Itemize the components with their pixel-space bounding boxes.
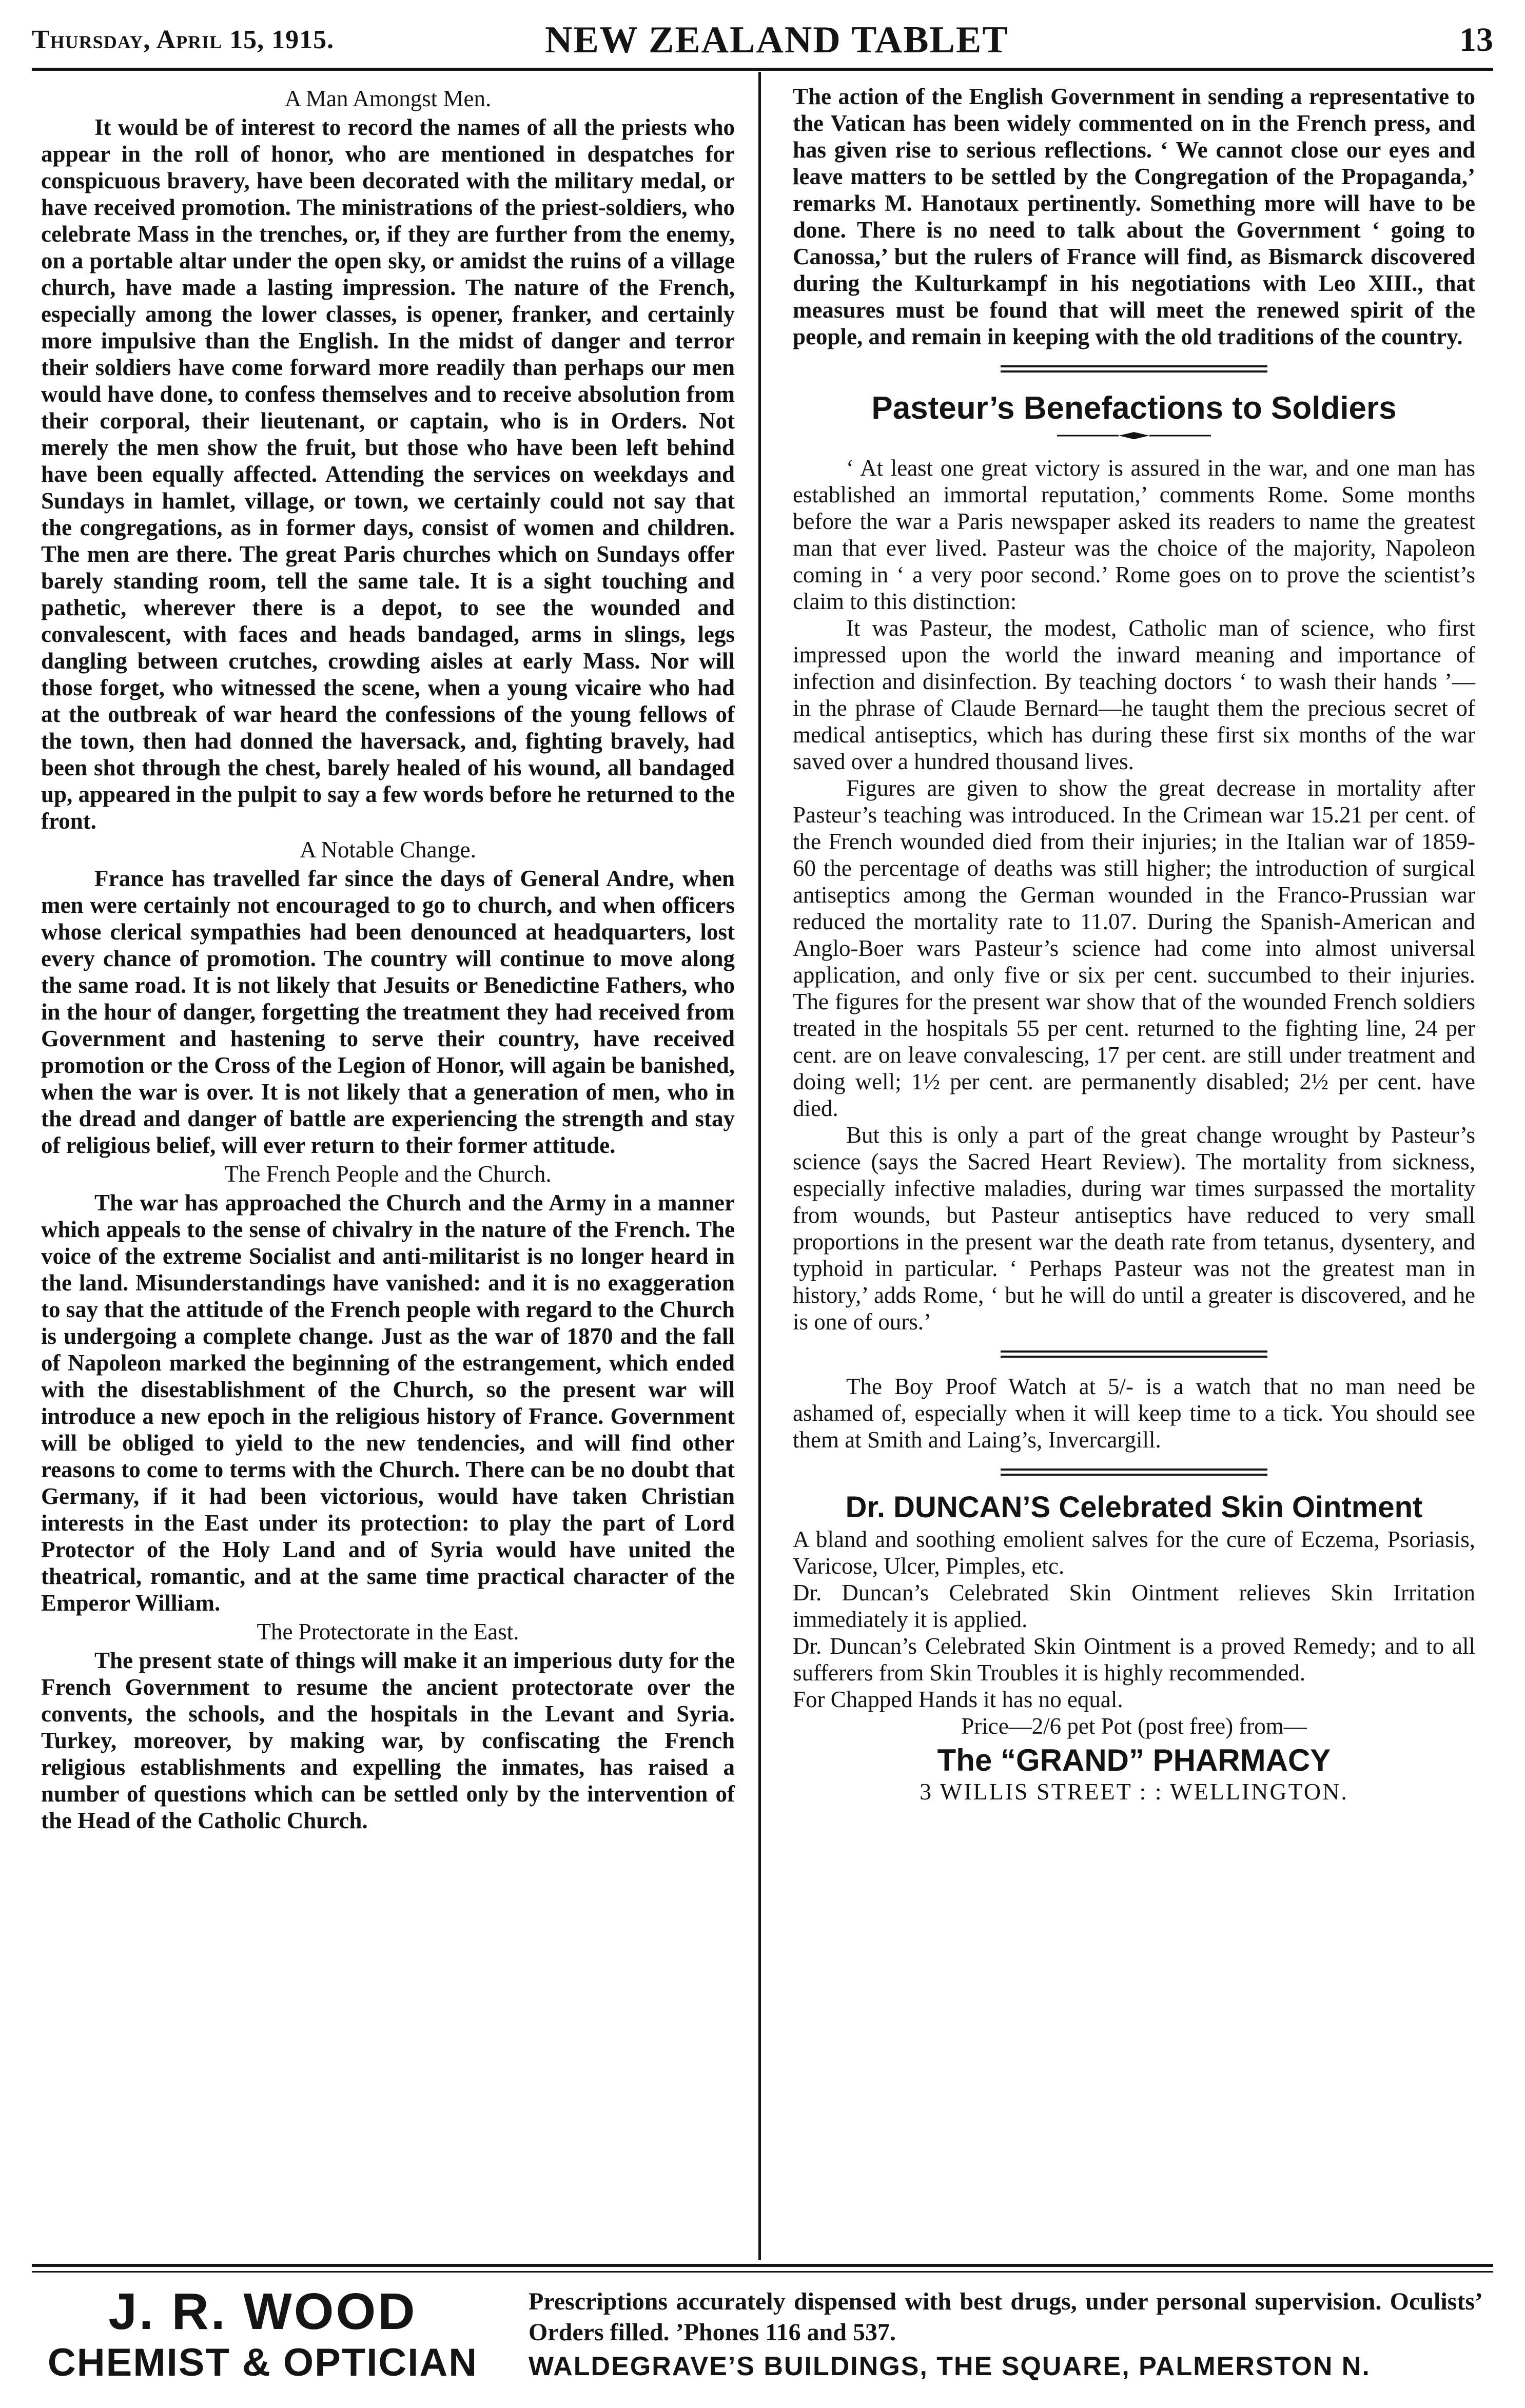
chemist-trade: CHEMIST & OPTICIAN: [47, 2341, 478, 2384]
section-divider: [1001, 1469, 1267, 1476]
ad-line: For Chapped Hands it has no equal.: [793, 1687, 1123, 1712]
section-heading: The Protectorate in the East.: [257, 1619, 519, 1645]
section-divider: [1001, 1350, 1267, 1358]
left-column: [41, 83, 735, 1834]
chemist-name: J. R. WOOD: [108, 2283, 417, 2340]
article-paragraph: It was Pasteur, the modest, Catholic man of science, who first impressed upon the world the inward meaning and importance of infection and disinfection. By teaching doctors ‘ to wash their hands ’—in the phrase of Claude Bernard—he taught them the precious secret of medical antiseptics, which has during these first six months of the war saved over a hundred thousand lives.: [793, 615, 1475, 774]
ad-line: Dr. Duncan’s Celebrated Skin Ointment is a proved Remedy; and to all sufferers from Skin Troubles it is highly recommended.: [793, 1633, 1475, 1686]
column-divider: [758, 72, 761, 2260]
footer-ad-text: [529, 2286, 1483, 2382]
section-heading: A Notable Change.: [300, 837, 476, 863]
footer-rule: [32, 2264, 1493, 2267]
watch-notice: The Boy Proof Watch at 5/- is a watch that no man need be ashamed of, especially when it will keep time to a tick. You should see them at Smith and Laing’s, Invercargill.: [793, 1374, 1475, 1453]
article-paragraph: ‘ At least one great victory is assured in the war, and one man has established an immortal reputation,’ comments Rome. Some months before the war a Paris newspaper asked its readers to name the greatest man that ever lived. Pasteur was the choice of the majority, Napoleon coming in ‘ a very poor second.’ Rome goes on to prove the scientist’s claim to this distinction:: [793, 455, 1475, 614]
footer-ad-line: Prescriptions accurately dispensed with best drugs, under personal supervision. Oculists’ Orders filled. ’Phones 116 and 537.: [529, 2288, 1483, 2346]
article-paragraph: France has travelled far since the days of General Andre, when men were certainly not encouraged to go to church, and when officers whose clerical sympathies had been denounced at headquarters, lost every chance of promotion. The country will continue to move along the same road. It is not likely that Jesuits or Benedictine Fathers, who in the hour of danger, forgetting the treatment they had received from Government and hastening to serve their country, have received promotion or the Cross of the Legion of Honor, will again be banished, when the war is over. It is not likely that a generation of men, who in the dread and danger of battle are experiencing the strength and stay of religious belief, will ever return to their former attitude.: [41, 866, 735, 1158]
section-heading: The French People and the Church.: [224, 1161, 552, 1187]
masthead-title: NEW ZEALAND TABLET: [545, 19, 1009, 61]
continued-paragraph: The action of the English Government in sending a representative to the Vatican has been widely commented on in the French press, and has given rise to serious reflections. ‘ We cannot close our eyes and leave matters to be settled by the Congregation of the Propaganda,’ remarks M. Hanotaux pertinently. Something more will have to be done. There is no need to talk about the Government ‘ going to Canossa,’ but the rulers of France will find, as Bismarck discovered during the Kulturkampf in his negotiations with Leo XIII., that measures must be found that will meet the renewed spirit of the people, and remain in keeping with the old traditions of the country.: [793, 84, 1475, 349]
right-column: [793, 83, 1475, 1805]
ad-line: Dr. Duncan’s Celebrated Skin Ointment relieves Skin Irritation immediately it is applied.: [793, 1580, 1475, 1632]
ointment-ad-title: Dr. DUNCAN’S Celebrated Skin Ointment: [845, 1491, 1423, 1524]
ad-price: Price—2/6 pet Pot (post free) from—: [961, 1713, 1307, 1739]
section-divider: [1001, 365, 1267, 373]
ornament-divider-icon: [1057, 431, 1211, 440]
section-heading: A Man Amongst Men.: [284, 86, 492, 111]
footer-rule: [32, 2271, 1493, 2273]
pharmacy-address: 3 WILLIS STREET : : WELLINGTON.: [920, 1778, 1348, 1805]
pharmacy-name: The “GRAND” PHARMACY: [937, 1743, 1331, 1777]
ad-line: A bland and soothing emolient salves for the cure of Eczema, Psoriasis, Varicose, Ulcer, Pimples, etc.: [793, 1526, 1475, 1579]
ointment-ad-body: [793, 1526, 1475, 1739]
page-number: 13: [1459, 21, 1493, 58]
footer-ad-brand: [32, 2283, 494, 2386]
article-paragraph: Figures are given to show the great decrease in mortality after Pasteur’s teaching was introduced. In the Crimean war 15.21 per cent. of the French wounded died from their injuries; in the Italian war of 1859-60 the percentage of deaths was still higher; the introduction of surgical antiseptics among the German wounded in the Franco-Prussian war reduced the mortality rate to 11.07. During the Spanish-American and Anglo-Boer wars Pasteur’s science had come into almost universal application, and only five or six per cent. succumbed to their injuries. The figures for the present war show that of the wounded French soldiers treated in the hospitals 55 per cent. returned to the fighting line, 24 per cent. are on leave convalescing, 17 per cent. are still under treatment and doing well; 1½ per cent. are permanently disabled; 2½ per cent. have died.: [793, 775, 1475, 1121]
article-title: Pasteur’s Benefactions to Soldiers: [871, 390, 1397, 426]
issue-date: Thursday, April 15, 1915.: [32, 25, 335, 54]
article-paragraph: The present state of things will make it an imperious duty for the French Government to resume the ancient protectorate over the convents, the schools, and the hospitals in the Levant and Syria. Turkey, moreover, by making war, by confiscating the French religious establishments and expelling the inmates, has raised a number of questions which can be settled only by the intervention of the Head of the Catholic Church.: [41, 1648, 735, 1833]
article-paragraph: But this is only a part of the great change wrought by Pasteur’s science (says the Sacred Heart Review). The mortality from sickness, especially infective maladies, during war times surpassed the mortality from wounds, but Pasteur antiseptics have reduced to very small proportions in the present war the death rate from tetanus, dysentery, and typhoid in particular. ‘ Perhaps Pasteur was not the greatest man in history,’ adds Rome, ‘ but he will do until a greater is discovered, and he is one of ours.’: [793, 1122, 1475, 1335]
header-rule: [32, 68, 1493, 71]
article-paragraph: The war has approached the Church and the Army in a manner which appeals to the sense of chivalry in the nature of the French. The voice of the extreme Socialist and anti-militarist is no longer heard in the land. Misunderstandings have vanished: and it is no exaggeration to say that the attitude of the French people with regard to the Church is undergoing a complete change. Just as the war of 1870 and the fall of Napoleon marked the beginning of the estrangement, which ended with the disestablishment of the Church, so the present war will introduce a new epoch in the religious history of France. Government will be obliged to yield to the new tendencies, and will find other reasons to come to terms with the Church. There can be no doubt that Germany, if it had been victorious, would have taken Christian interests in the East under its protection: to play the part of Lord Protector of the Holy Land and of Syria would have united the theatrical, romantic, and at the same time practical character of the Emperor William.: [41, 1190, 735, 1616]
footer-ad-address: WALDEGRAVE’S BUILDINGS, THE SQUARE, PALMERSTON N.: [529, 2352, 1371, 2381]
article-paragraph: It would be of interest to record the names of all the priests who appear in the roll of honor, who are mentioned in despatches for conspicuous bravery, have been decorated with the military medal, or have received promotion. The ministrations of the priest-soldiers, who celebrate Mass in the trenches, or, if they are further from the enemy, on a portable altar under the open sky, or amidst the ruins of a village church, have made a lasting impression. The nature of the French, especially among the lower classes, is opener, franker, and certainly more impulsive than the English. In the midst of danger and terror their soldiers have come forward more readily than perhaps our men would have done, to confess themselves and to receive absolution from their corporal, their lieutenant, or captain, who is in Orders. Not merely the men show the fruit, but those who have been left behind have been equally affected. Attending the services on weekdays and Sundays in hamlet, village, or town, we certainly could not say that the congregations, as in former days, consist of women and children. The men are there. The great Paris churches which on Sundays offer barely standing room, tell the same tale. It is a sight touching and pathetic, wherever there is a depot, to see the wounded and convalescent, with faces and heads bandaged, arms in slings, legs dangling between crutches, crowding aisles at early Mass. Nor will those forget, who witnessed the scene, when a young vicaire who had at the outbreak of war heard the confessions of the young fellows of the town, then had donned the haversack, and, fighting bravely, had been shot through the chest, barely healed of his wound, all bandaged up, appeared in the pulpit to say a few words before he returned to the front.: [41, 114, 735, 834]
page-header: [32, 15, 1493, 67]
